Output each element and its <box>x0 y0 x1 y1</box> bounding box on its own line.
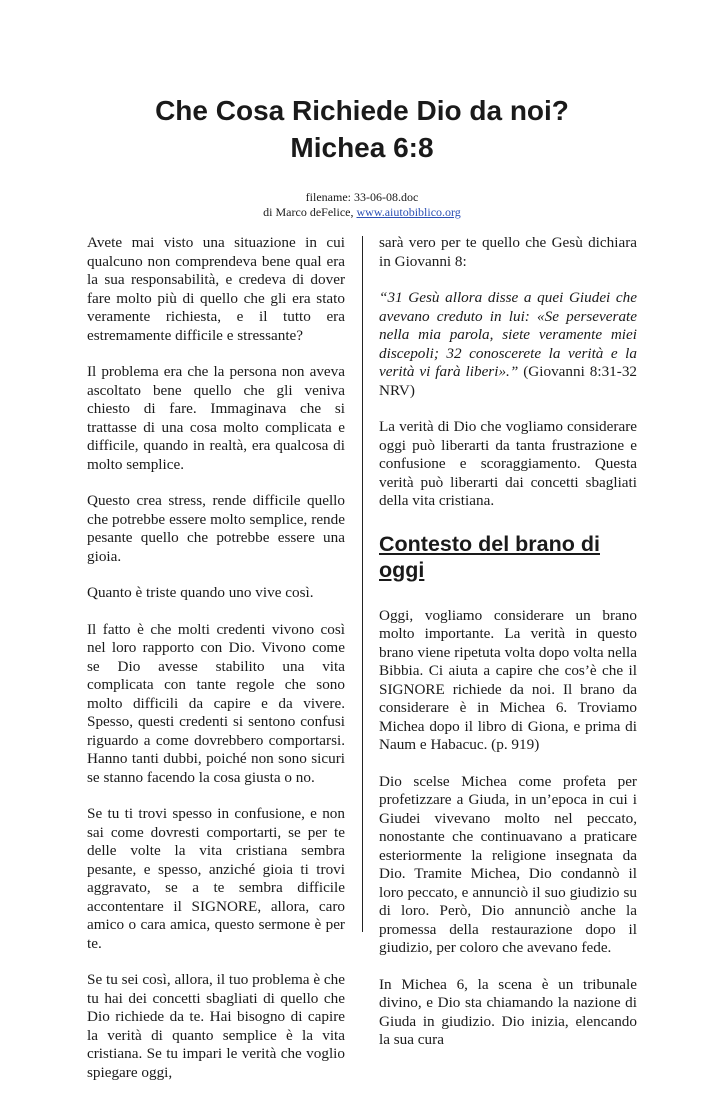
scripture-quote <box>379 289 637 400</box>
paragraph: Se tu ti trovi spesso in confusione, e non sai come dovresti comportarti, se per te delle volte la vita cristiana sembra pesante, e spesso, anziché gioia ti trovi aggravato, se a te sembra difficile accontentare il SIGNORE, allora, caro amico o cara amica, questo sermone è per te. <box>87 805 345 952</box>
column-divider <box>362 236 363 932</box>
website-link[interactable]: www.aiutobiblico.org <box>356 205 461 219</box>
title-line-2: Michea 6:8 <box>290 132 434 163</box>
left-column <box>87 234 345 1100</box>
paragraph: La verità di Dio che vogliamo considerare oggi può liberarti da tanta frustrazione e confusione e scoraggiamento. Questa verità può liberarti dai concetti sbagliati della vita cristiana. <box>379 418 637 509</box>
paragraph: sarà vero per te quello che Gesù dichiara in Giovanni 8: <box>379 234 637 270</box>
paragraph: In Michea 6, la scena è un tribunale divino, e Dio sta chiamando la nazione di Giuda in giudizio. Dio inizia, elencando la sua cura <box>379 975 637 1048</box>
paragraph: Il fatto è che molti credenti vivono così nel loro rapporto con Dio. Vivono come se Dio avesse stabilito una vita complicata con tante regole che sono molto difficili da capire e da vivere. Spesso, questi credenti si sentono confusi riguardo a come dovrebbero comportarsi. Hanno tanti dubbi, poiché non sono sicuri se stanno facendo la cosa giusta o no. <box>87 620 345 786</box>
paragraph: Avete mai visto una situazione in cui qualcuno non comprendeva bene qual era la sua responsabilità, e credeva di dover fare molto più di quello che gli era stato veramente richiesta, e il tutto era estremamente difficile e stressante? <box>87 234 345 344</box>
paragraph: Quanto è triste quando uno vive così. <box>87 584 314 601</box>
filename-label: filename: 33-06-08.doc <box>305 190 419 204</box>
paragraph: Se tu sei così, allora, il tuo problema è che tu hai dei concetti sbagliati di quello che Dio richiede da te. Hai bisogno di capire la verità di quanto semplice è la vita cristiana. Se tu impari le verità che voglio spiegare oggi, <box>87 971 345 1081</box>
quote-reference: (Giovanni 8:31-32 NRV) <box>379 363 638 399</box>
document-meta <box>60 190 664 220</box>
author-label: di Marco deFelice, <box>263 205 354 219</box>
paragraph: Oggi, vogliamo considerare un brano molto importante. La verità in questo brano viene ripetuta volta dopo volta nella Bibbia. Ci aiuta a capire che cos’è che il SIGNORE richiede da noi. Il brano da considerare è in Michea 6. Troviamo Michea dopo il libro di Giona, e prima di Naum e Habacuc. (p. 919) <box>379 606 637 753</box>
paragraph: Dio scelse Michea come profeta per profetizzare a Giuda, in un’epoca in cui i Giudei vivevano molto nel peccato, nonostante che continuavano a praticare esteriormente la religione insegnata da Dio. Tramite Michea, Dio condannò il loro peccato, e annunciò il suo giudizio su di loro. Però, Dio annunciò anche la promessa della restaurazione dopo il giudizio, per coloro che avevano fede. <box>379 772 637 956</box>
quote-text: “31 Gesù allora disse a quei Giudei che avevano creduto in lui: «Se perseverate nella mia parola, siete veramente miei discepoli; 32 conoscerete la verità e la verità vi farà liberi».” <box>379 289 637 380</box>
section-heading: Contesto del brano di oggi <box>379 531 600 582</box>
paragraph: Questo crea stress, rende difficile quello che potrebbe essere molto semplice, rende pesante quello che potrebbe essere una gioia. <box>87 492 345 565</box>
paragraph: Il problema era che la persona non aveva ascoltato bene quello che gli veniva chiesto di fare. Immaginava che si trattasse di una cosa molto complicata e difficile, quando in realtà, era qualcosa di molto semplice. <box>87 363 345 473</box>
title-line-1: Che Cosa Richiede Dio da noi? <box>155 95 569 126</box>
author-line <box>60 205 664 220</box>
page-title <box>60 92 664 166</box>
right-column <box>379 234 637 1068</box>
